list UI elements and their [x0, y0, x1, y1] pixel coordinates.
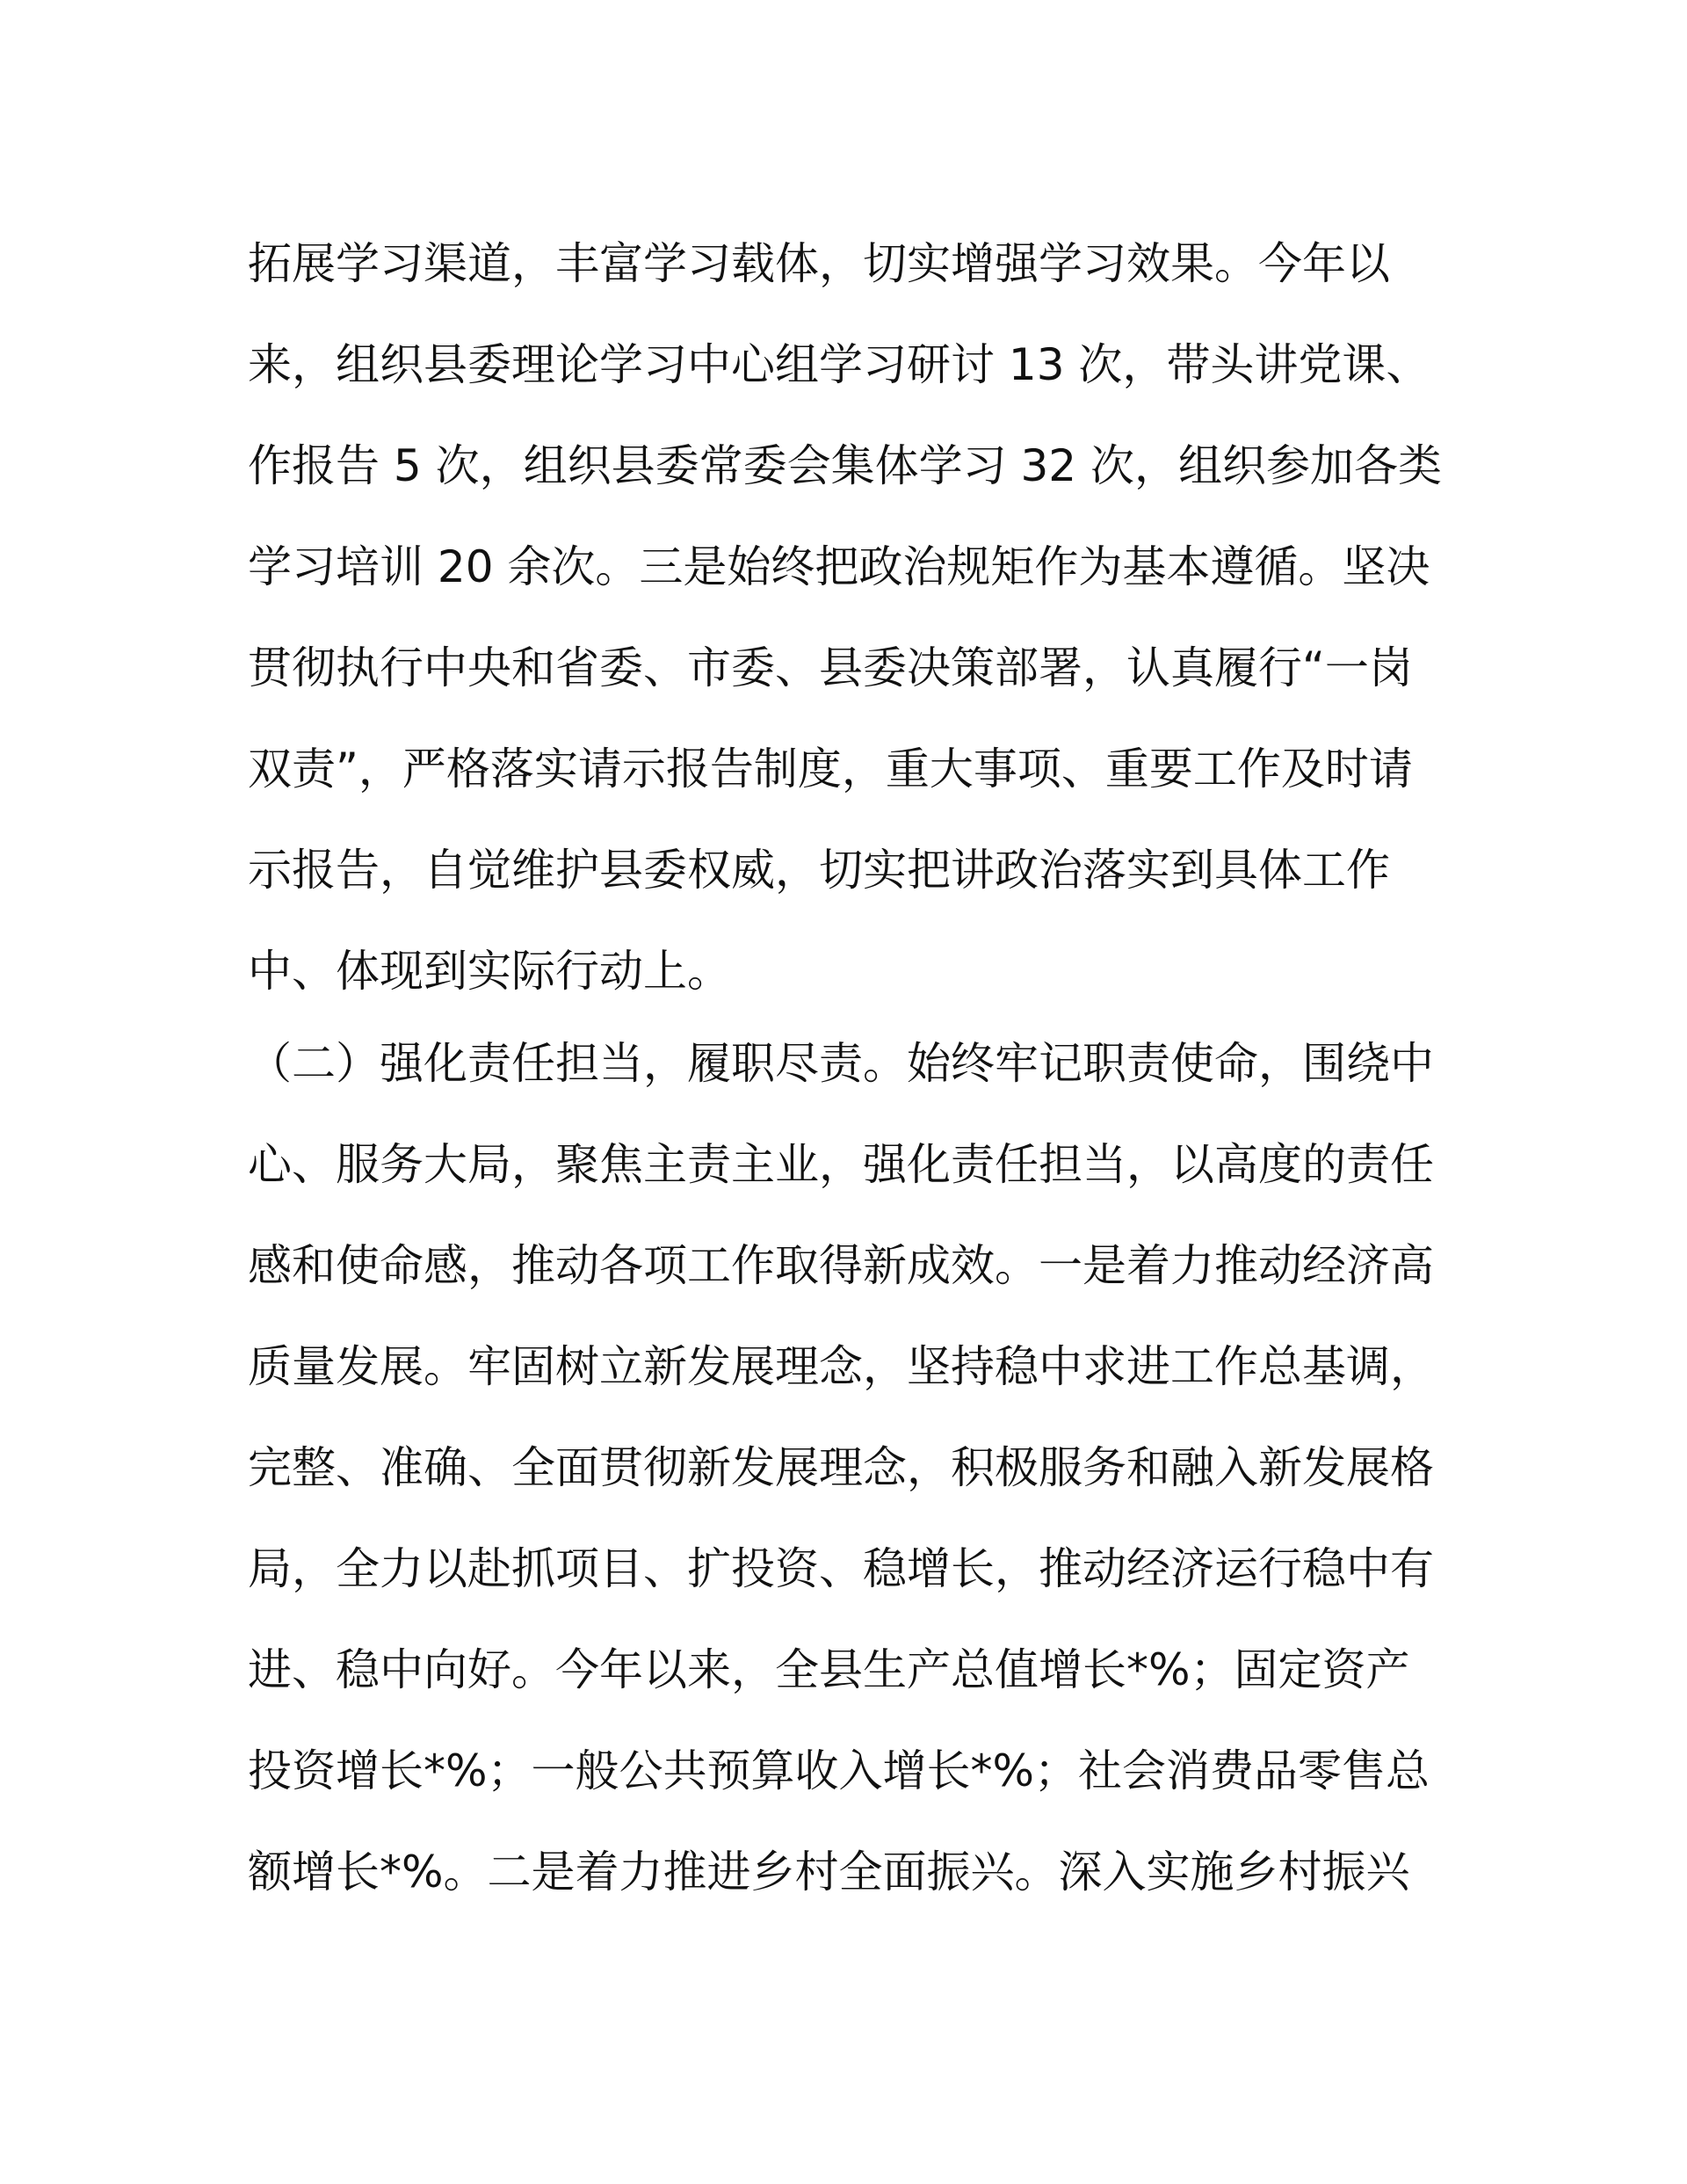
paragraph-line: 完整、准确、全面贯彻新发展理念，积极服务和融入新发展格: [248, 1442, 1434, 1493]
paragraph-line: 拓展学习渠道，丰富学习载体，切实增强学习效果。今年以: [248, 238, 1390, 289]
paragraph-line: 心、服务大局，聚焦主责主业，强化责任担当，以高度的责任: [248, 1139, 1434, 1190]
paragraph-1: [248, 214, 1443, 1022]
paragraph-line: 中、体现到实际行动上。: [248, 946, 731, 997]
paragraph-line: 学习培训 20 余次。三是始终把政治规矩作为基本遵循。坚决: [248, 541, 1430, 592]
paragraph-line: 投资增长*%；一般公共预算收入增长*%；社会消费品零售总: [248, 1745, 1430, 1796]
paragraph-line: 质量发展。牢固树立新发展理念，坚持稳中求进工作总基调，: [248, 1341, 1434, 1392]
paragraph-line: 双责”，严格落实请示报告制度，重大事项、重要工作及时请: [248, 744, 1413, 795]
paragraph-line: 贯彻执行中央和省委、市委、县委决策部署，认真履行“一岗: [248, 642, 1413, 693]
paragraph-line: （二）强化责任担当，履职尽责。始终牢记职责使命，围绕中: [248, 1038, 1434, 1089]
paragraph-2: [248, 1013, 1443, 1923]
paragraph-line: 额增长*%。二是着力推进乡村全面振兴。深入实施乡村振兴: [248, 1847, 1410, 1897]
paragraph-line: 进、稳中向好。今年以来，全县生产总值增长*%；固定资产: [248, 1644, 1410, 1695]
paragraph-line: 感和使命感，推动各项工作取得新成效。一是着力推动经济高: [248, 1240, 1434, 1291]
paragraph-line: 作报告 5 次，组织县委常委会集体学习 32 次，组织参加各类: [248, 440, 1443, 491]
paragraph-line: 来，组织县委理论学习中心组学习研讨 13 次，带头讲党课、: [248, 339, 1430, 390]
paragraph-line: 局，全力以赴抓项目、扩投资、稳增长，推动经济运行稳中有: [248, 1543, 1434, 1594]
paragraph-line: 示报告，自觉维护县委权威，切实把讲政治落实到具体工作: [248, 845, 1390, 896]
